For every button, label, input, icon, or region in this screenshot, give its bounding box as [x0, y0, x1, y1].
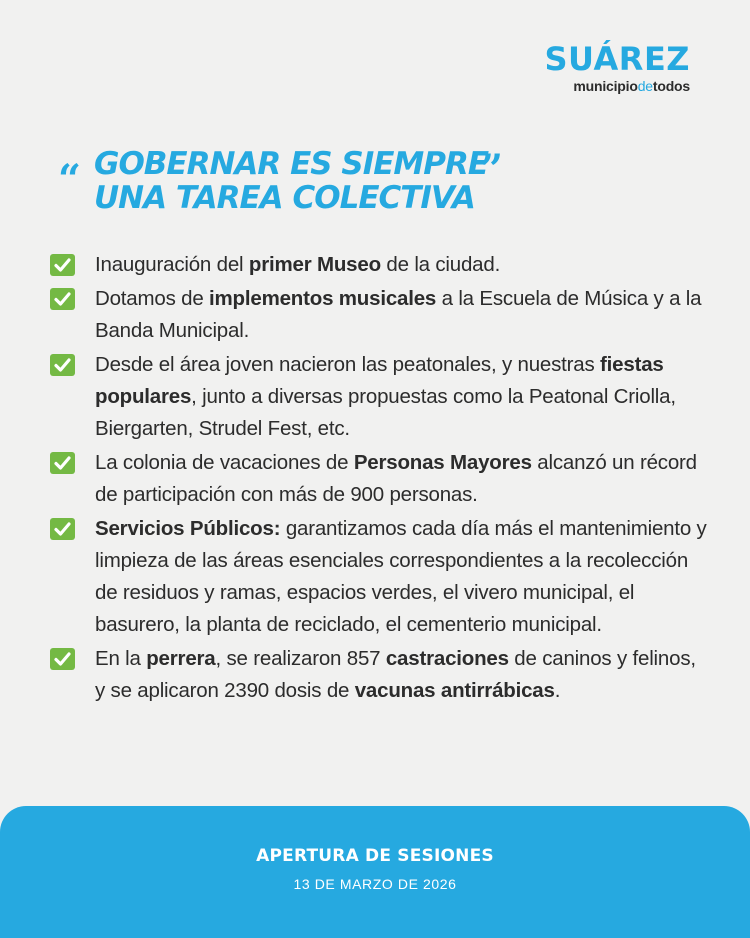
item-text-bold: perrera	[146, 647, 216, 670]
check-mark-icon	[50, 452, 75, 474]
footer-title: APERTURA DE SESIONES	[256, 846, 494, 866]
logo-sub-b: de	[637, 78, 653, 94]
list-item	[50, 447, 710, 511]
logo-subtitle	[544, 78, 690, 94]
close-quote-icon: ”	[480, 146, 504, 193]
item-text-bold: vacunas antirrábicas	[354, 679, 555, 702]
item-text: Inauguración del	[95, 253, 249, 276]
item-text: de la ciudad.	[380, 253, 501, 276]
item-text: En la	[95, 647, 147, 670]
item-text: , junto a diversas propuestas como la Peatonal Criolla, Biergarten, Strudel Fest, etc.	[95, 385, 676, 440]
item-text-bold: implementos musicales	[209, 287, 437, 310]
item-text: , se realizaron 857	[215, 647, 386, 670]
item-text-bold: Servicios Públicos:	[95, 517, 281, 540]
footer-banner	[0, 806, 750, 938]
item-text-bold: Personas Mayores	[353, 451, 532, 474]
logo-sub-c: todos	[652, 78, 690, 94]
list-item	[50, 643, 710, 707]
list-item	[50, 249, 710, 281]
logo-title: SUÁREZ	[544, 40, 690, 78]
headline	[94, 147, 488, 215]
item-text: Desde el área joven nacieron las peatonales, y nuestras	[95, 353, 601, 376]
item-text: La colonia de vacaciones de	[95, 451, 354, 474]
list-item	[50, 513, 710, 641]
list-item	[50, 349, 710, 445]
headline-line-2: UNA TAREA COLECTIVA	[94, 180, 475, 216]
check-mark-icon	[50, 354, 75, 376]
logo-sub-a: municipio	[573, 78, 638, 94]
item-text: de caninos y felinos, y se aplicaron 2390 dosis de	[95, 647, 696, 702]
achievements-list	[50, 249, 710, 709]
open-quote-icon: “	[58, 156, 82, 203]
item-text-bold: castraciones	[385, 647, 509, 670]
item-text-bold: fiestas populares	[95, 353, 664, 408]
footer-date: 13 DE MARZO DE 2026	[293, 876, 457, 892]
list-item	[50, 283, 710, 347]
item-text: alcanzó un récord de participación con más de 900 personas.	[95, 451, 697, 506]
item-text-bold: primer Museo	[248, 253, 381, 276]
item-text: a la Escuela de Música y a la Banda Municipal.	[95, 287, 702, 342]
headline-line-1: GOBERNAR ES SIEMPRE	[94, 146, 489, 182]
check-mark-icon	[50, 518, 75, 540]
item-text: Dotamos de	[95, 287, 210, 310]
check-mark-icon	[50, 254, 75, 276]
check-mark-icon	[50, 648, 75, 670]
item-text: garantizamos cada día más el mantenimiento y limpieza de las áreas esenciales correspondientes a la recolección de residuos y ramas, espacios verdes, el vivero municipal, el basurero, la planta de reciclado, el cementerio municipal.	[95, 517, 707, 636]
suarez-logo	[544, 42, 690, 94]
check-mark-icon	[50, 288, 75, 310]
item-text: .	[554, 679, 561, 702]
